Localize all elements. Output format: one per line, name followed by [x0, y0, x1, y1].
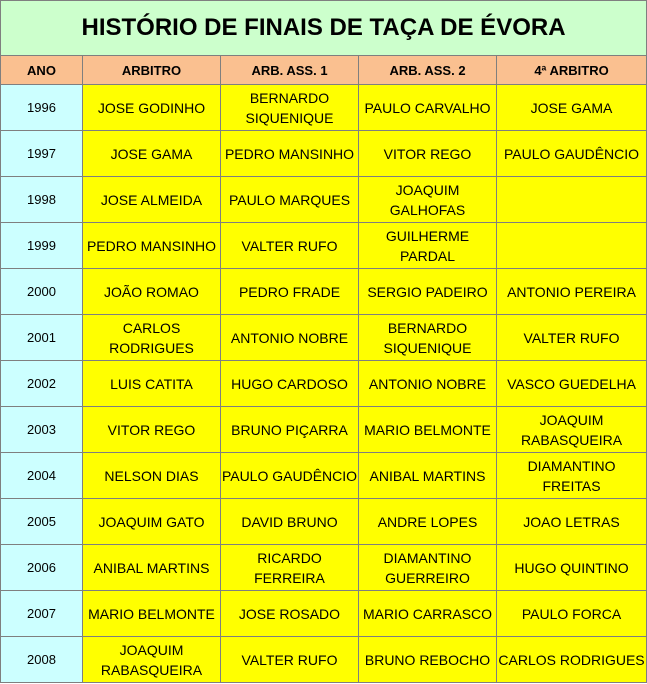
cell-arbitro: JOAQUIM GATO [83, 499, 221, 545]
cell-year: 2002 [1, 361, 83, 407]
cell-arb-ass-1: JOSE ROSADO [221, 591, 359, 637]
table-row [1, 177, 647, 223]
table-row [1, 499, 647, 545]
cell-quarto-arbitro: ANTONIO PEREIRA [497, 269, 647, 315]
cell-arb-ass-2: SERGIO PADEIRO [359, 269, 497, 315]
cell-quarto-arbitro: HUGO QUINTINO [497, 545, 647, 591]
cell-year: 2004 [1, 453, 83, 499]
cell-arb-ass-1: HUGO CARDOSO [221, 361, 359, 407]
table-row [1, 591, 647, 637]
cell-arb-ass-2: BERNARDO SIQUENIQUE [359, 315, 497, 361]
cell-year: 2003 [1, 407, 83, 453]
cell-arbitro: JOAQUIM RABASQUEIRA [83, 637, 221, 683]
cell-quarto-arbitro [497, 177, 647, 223]
cell-arb-ass-1: PAULO MARQUES [221, 177, 359, 223]
cell-year: 2001 [1, 315, 83, 361]
table-row [1, 223, 647, 269]
cell-year: 1996 [1, 85, 83, 131]
cell-arbitro: CARLOS RODRIGUES [83, 315, 221, 361]
table-body [1, 85, 647, 683]
table-row [1, 453, 647, 499]
cell-arb-ass-1: BRUNO PIÇARRA [221, 407, 359, 453]
cell-quarto-arbitro: PAULO FORCA [497, 591, 647, 637]
cell-arb-ass-1: PEDRO MANSINHO [221, 131, 359, 177]
header-arb-ass-1: ARB. ASS. 1 [221, 56, 359, 85]
cell-quarto-arbitro: PAULO GAUDÊNCIO [497, 131, 647, 177]
table-row [1, 545, 647, 591]
cell-year: 2000 [1, 269, 83, 315]
table-row [1, 315, 647, 361]
cell-year: 1997 [1, 131, 83, 177]
header-ano: ANO [1, 56, 83, 85]
cell-quarto-arbitro: CARLOS RODRIGUES [497, 637, 647, 683]
cell-arbitro: PEDRO MANSINHO [83, 223, 221, 269]
cell-arb-ass-2: ANDRE LOPES [359, 499, 497, 545]
cell-quarto-arbitro [497, 223, 647, 269]
cell-arb-ass-2: GUILHERME PARDAL [359, 223, 497, 269]
cell-arb-ass-2: MARIO CARRASCO [359, 591, 497, 637]
cell-quarto-arbitro: VASCO GUEDELHA [497, 361, 647, 407]
table-row [1, 361, 647, 407]
cell-year: 2005 [1, 499, 83, 545]
cell-arb-ass-1: PEDRO FRADE [221, 269, 359, 315]
cell-arb-ass-1: BERNARDO SIQUENIQUE [221, 85, 359, 131]
cell-arbitro: MARIO BELMONTE [83, 591, 221, 637]
cell-arb-ass-2: PAULO CARVALHO [359, 85, 497, 131]
cell-year: 1999 [1, 223, 83, 269]
cell-arbitro: JOSE GAMA [83, 131, 221, 177]
table-row [1, 637, 647, 683]
cell-quarto-arbitro: JOSE GAMA [497, 85, 647, 131]
cell-quarto-arbitro: JOAQUIM RABASQUEIRA [497, 407, 647, 453]
cell-arbitro: JOSE ALMEIDA [83, 177, 221, 223]
cell-arbitro: LUIS CATITA [83, 361, 221, 407]
cell-arb-ass-1: RICARDO FERREIRA [221, 545, 359, 591]
cell-arbitro: ANIBAL MARTINS [83, 545, 221, 591]
cell-arb-ass-2: ANTONIO NOBRE [359, 361, 497, 407]
cell-year: 2007 [1, 591, 83, 637]
cell-year: 1998 [1, 177, 83, 223]
cell-quarto-arbitro: DIAMANTINO FREITAS [497, 453, 647, 499]
table-row [1, 407, 647, 453]
cell-arb-ass-2: VITOR REGO [359, 131, 497, 177]
cell-quarto-arbitro: VALTER RUFO [497, 315, 647, 361]
cell-arb-ass-1: ANTONIO NOBRE [221, 315, 359, 361]
header-arb-ass-2: ARB. ASS. 2 [359, 56, 497, 85]
cell-year: 2006 [1, 545, 83, 591]
cell-arb-ass-2: MARIO BELMONTE [359, 407, 497, 453]
cell-quarto-arbitro: JOAO LETRAS [497, 499, 647, 545]
cell-arb-ass-1: VALTER RUFO [221, 223, 359, 269]
cell-arb-ass-1: DAVID BRUNO [221, 499, 359, 545]
header-arbitro: ARBITRO [83, 56, 221, 85]
table-row [1, 131, 647, 177]
cell-arb-ass-2: DIAMANTINO GUERREIRO [359, 545, 497, 591]
cell-year: 2008 [1, 637, 83, 683]
cell-arbitro: JOSE GODINHO [83, 85, 221, 131]
cell-arb-ass-1: VALTER RUFO [221, 637, 359, 683]
cell-arbitro: JOÃO ROMAO [83, 269, 221, 315]
cell-arbitro: NELSON DIAS [83, 453, 221, 499]
cell-arb-ass-1: PAULO GAUDÊNCIO [221, 453, 359, 499]
cell-arb-ass-2: ANIBAL MARTINS [359, 453, 497, 499]
table-row [1, 269, 647, 315]
cell-arbitro: VITOR REGO [83, 407, 221, 453]
table-title: HISTÓRIO DE FINAIS DE TAÇA DE ÉVORA [1, 1, 647, 56]
header-4-arbitro: 4ª ARBITRO [497, 56, 647, 85]
cell-arb-ass-2: BRUNO REBOCHO [359, 637, 497, 683]
cell-arb-ass-2: JOAQUIM GALHOFAS [359, 177, 497, 223]
table-row [1, 85, 647, 131]
